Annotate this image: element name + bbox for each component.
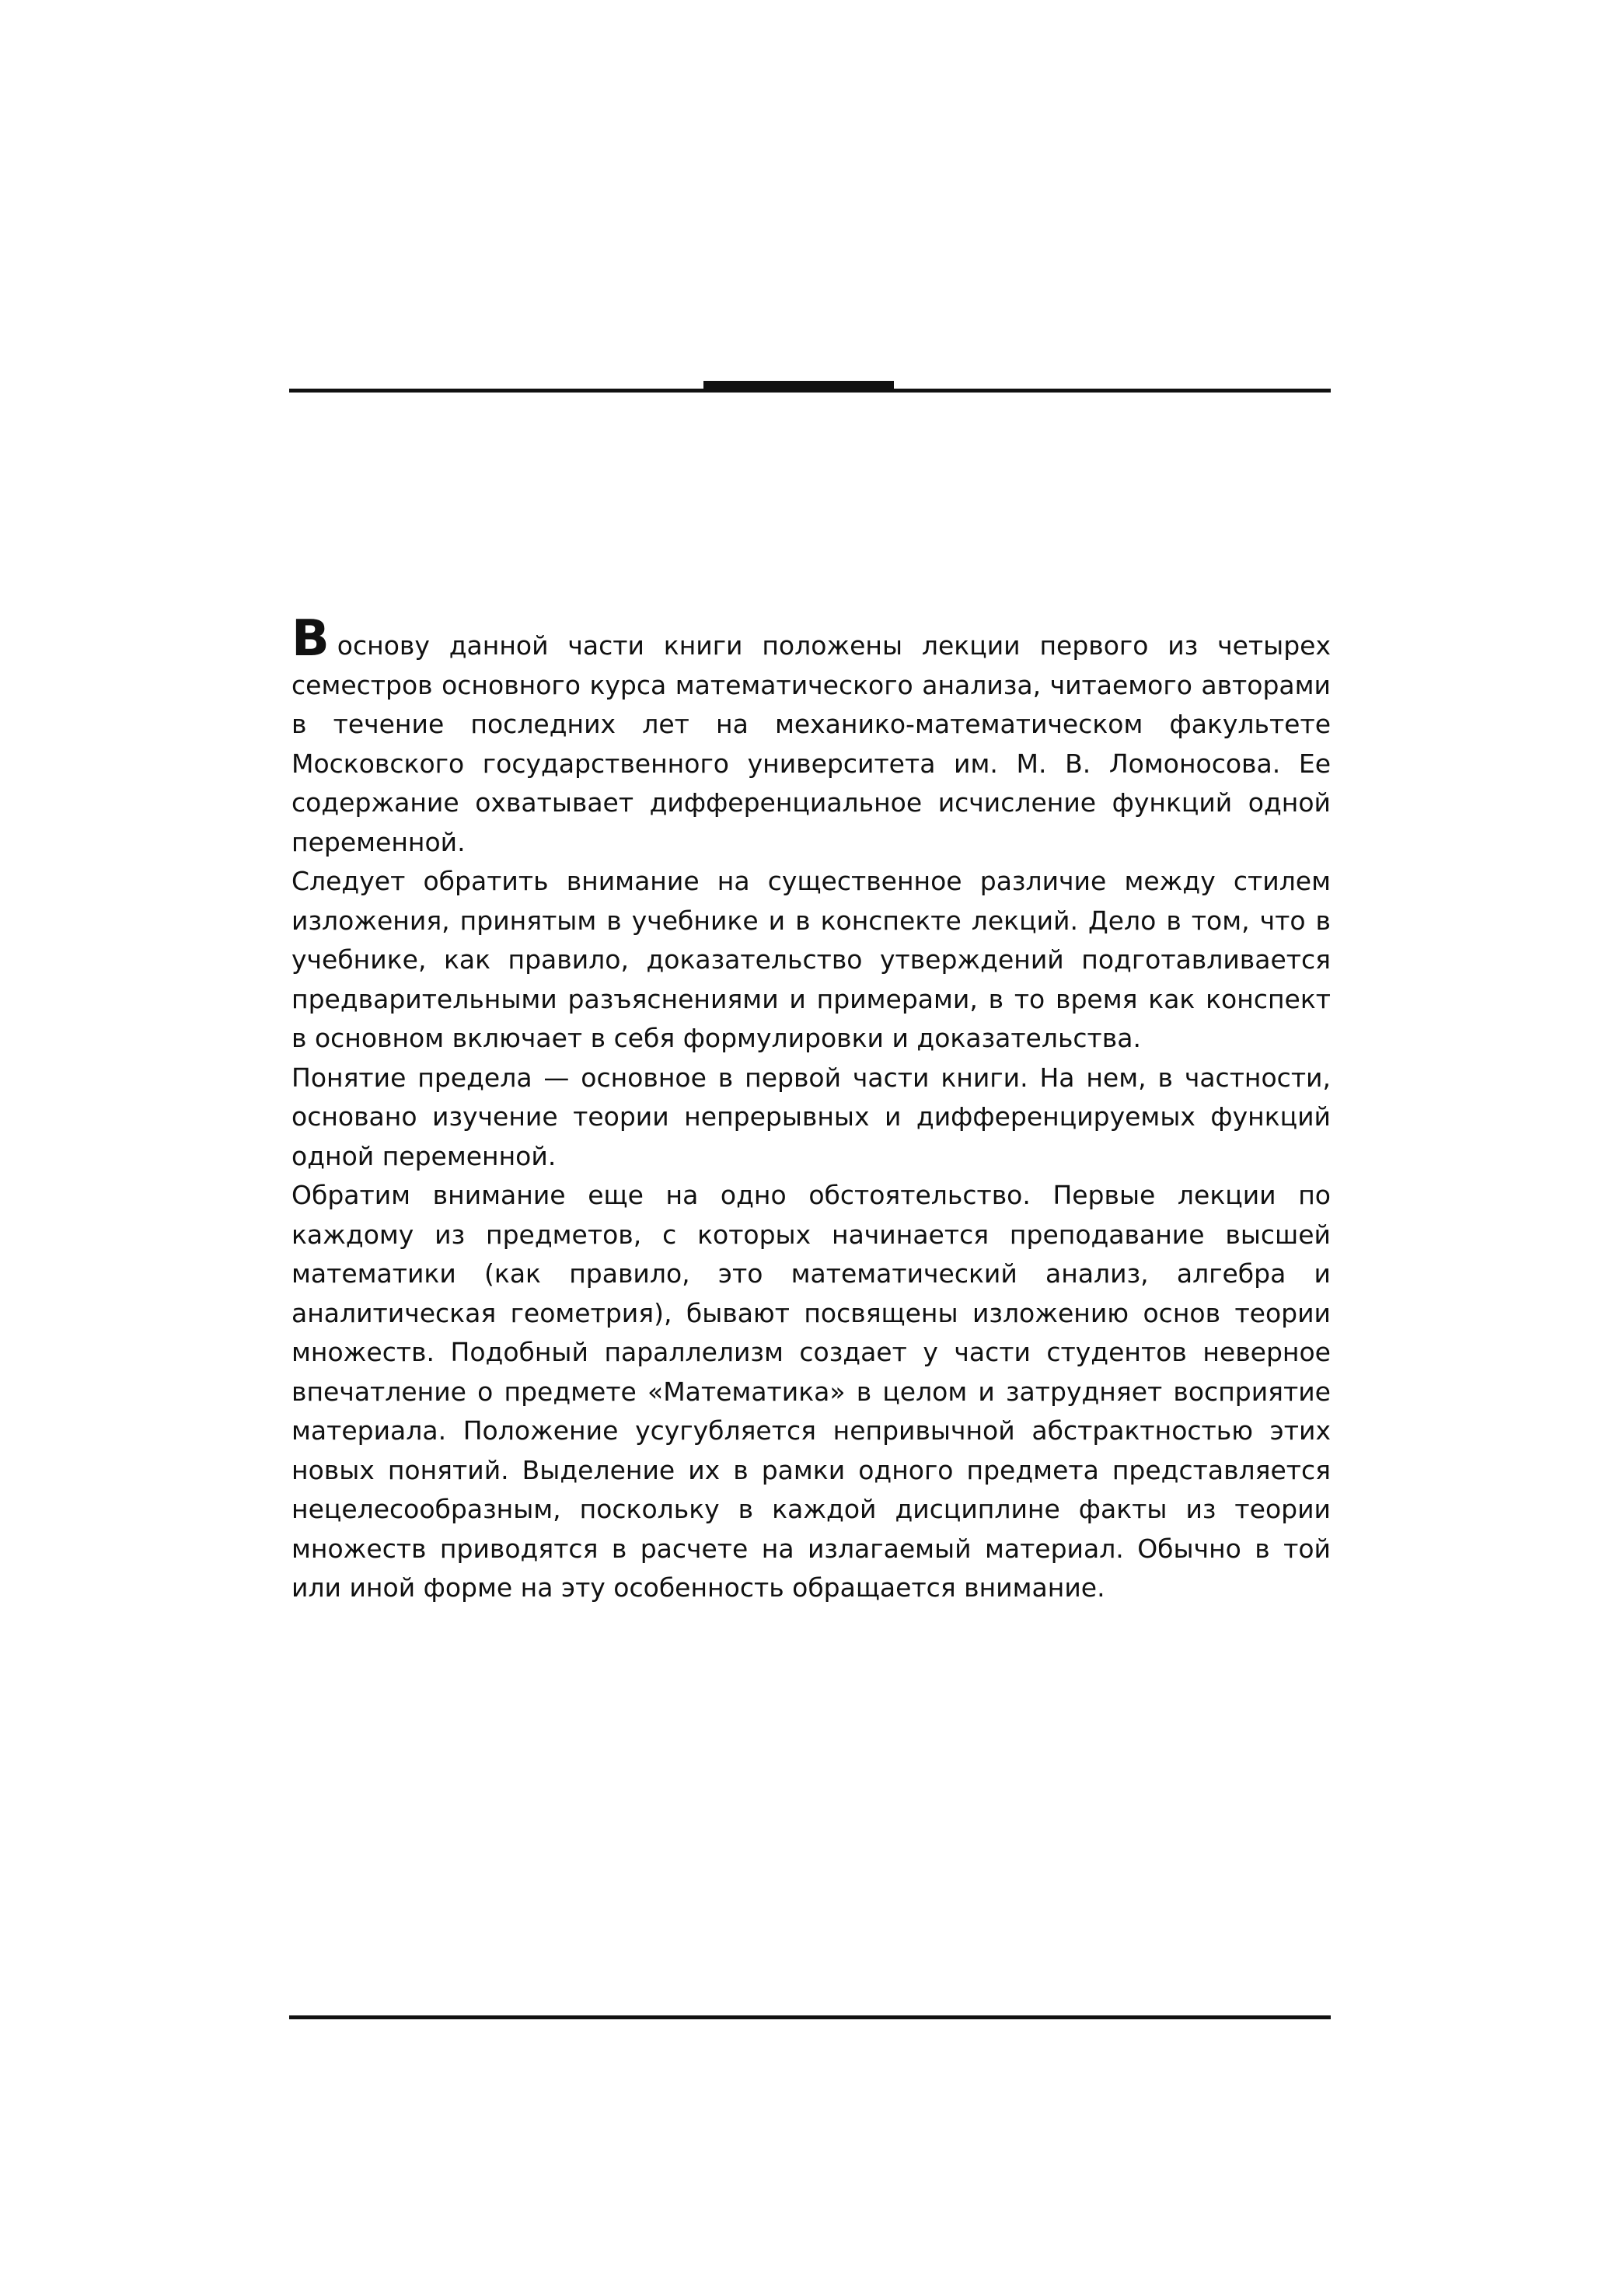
paragraph-1-text: основу данной части книги положены лекции первого из четырех семестров основного курса математического анализа, читаемого авторами в течение последних лет на механико-математическом факультете Московского государственного университета им. М. В. Ломоносова. Ее содержание охватывает дифференциальное исчисление функций одной переменной. bbox=[291, 630, 1331, 857]
paragraph-4: Обратим внимание еще на одно обстоятельство. Первые лекции по каждому из предметов, с которых начинается преподавание высшей математики (как правило, это математический анализ, алгебра и аналитическая геометрия), бывают посвящены изложению основ теории множеств. Подобный параллелизм создает у части студентов неверное впечатление о предмете «Математика» в целом и затрудняет восприятие материала. Положение усугубляется непривычной абстрактностью этих новых понятий. Выделение их в рамки одного предмета представляется нецелесообразным, поскольку в каждой дисциплине факты из теории множеств приводятся в расчете на излагаемый материал. Обычно в той или иной форме на эту особенность обращается внимание. bbox=[291, 1180, 1331, 1603]
paragraph-1 bbox=[291, 610, 1331, 862]
paragraph-3: Понятие предела — основное в первой части книги. На нем, в частности, основано изучение теории непрерывных и дифференцируемых функций одной переменной. bbox=[291, 1062, 1331, 1171]
paragraph-2: Следует обратить внимание на существенное различие между стилем изложения, принятым в учебнике и в конспекте лекций. Дело в том, что в учебнике, как правило, доказательство утверждений подготавливается предварительными разъяснениями и примерами, в то время как конспект в основном включает в себя формулировки и доказательства. bbox=[291, 866, 1331, 1053]
bottom-rule bbox=[289, 2015, 1331, 2019]
top-rule-accent-bar bbox=[703, 381, 894, 392]
preface-text bbox=[291, 610, 1331, 1608]
drop-initial: В bbox=[291, 610, 330, 668]
